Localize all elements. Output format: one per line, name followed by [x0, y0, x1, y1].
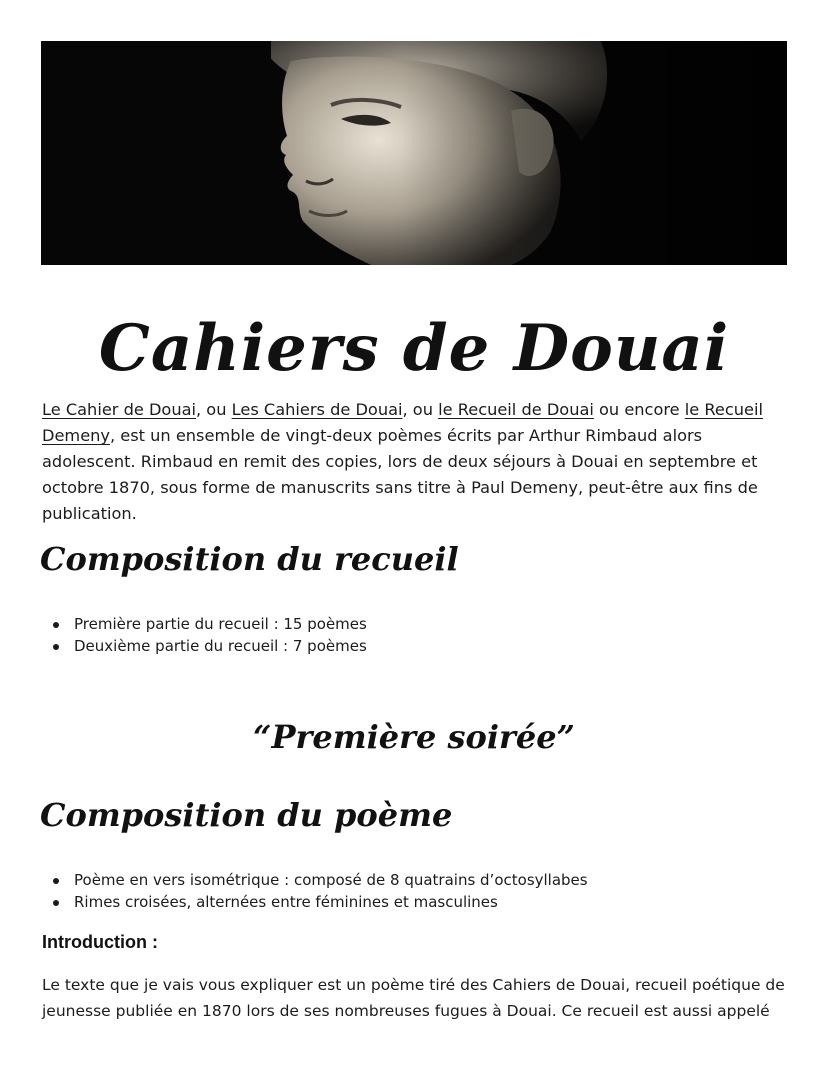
introduction-heading: Introduction : — [42, 932, 158, 952]
link-cahier-de-douai[interactable]: Le Cahier de Douai — [42, 400, 197, 419]
section-heading-poeme: Composition du poème — [40, 796, 453, 834]
link-recueil-demeny[interactable]: le Recueil Demeny — [42, 400, 763, 445]
hero-portrait-image — [41, 41, 787, 265]
list-item: Poème en vers isométrique : composé de 8 quatrains d’octosyllabes — [42, 869, 588, 891]
intro-separator: , ou — [402, 400, 439, 419]
intro-separator: ou encore — [593, 400, 685, 419]
link-les-cahiers-de-douai[interactable]: Les Cahiers de Douai — [231, 400, 403, 419]
recueil-list — [42, 613, 367, 657]
list-item: Deuxième partie du recueil : 7 poèmes — [42, 635, 367, 657]
introduction-paragraph: Le texte que je vais vous expliquer est un poème tiré des Cahiers de Douai, recueil poétique de jeunesse publiée en 1870 lors de ses nombreuses fugues à Douai. Ce recueil est aussi appelé — [42, 976, 785, 1020]
poeme-list — [42, 869, 588, 913]
intro-separator: , ou — [196, 400, 232, 419]
list-item: Rimes croisées, alternées entre féminines et masculines — [42, 891, 588, 913]
intro-text: , est un ensemble de vingt-deux poèmes écrits par Arthur Rimbaud alors adolescent. Rimbaud en remit des copies, lors de deux séjours à Douai en septembre et octobre 1870, sous forme de manuscrits sans titre à Paul Demeny, peut-être aux fins de publication. — [42, 426, 758, 523]
page-title: Cahiers de Douai — [98, 310, 730, 386]
poem-title: “Première soirée” — [253, 718, 575, 756]
intro-paragraph — [42, 397, 787, 527]
portrait-illustration — [41, 41, 787, 265]
link-recueil-de-douai[interactable]: le Recueil de Douai — [438, 400, 594, 419]
section-heading-recueil: Composition du recueil — [40, 540, 459, 578]
list-item: Première partie du recueil : 15 poèmes — [42, 613, 367, 635]
